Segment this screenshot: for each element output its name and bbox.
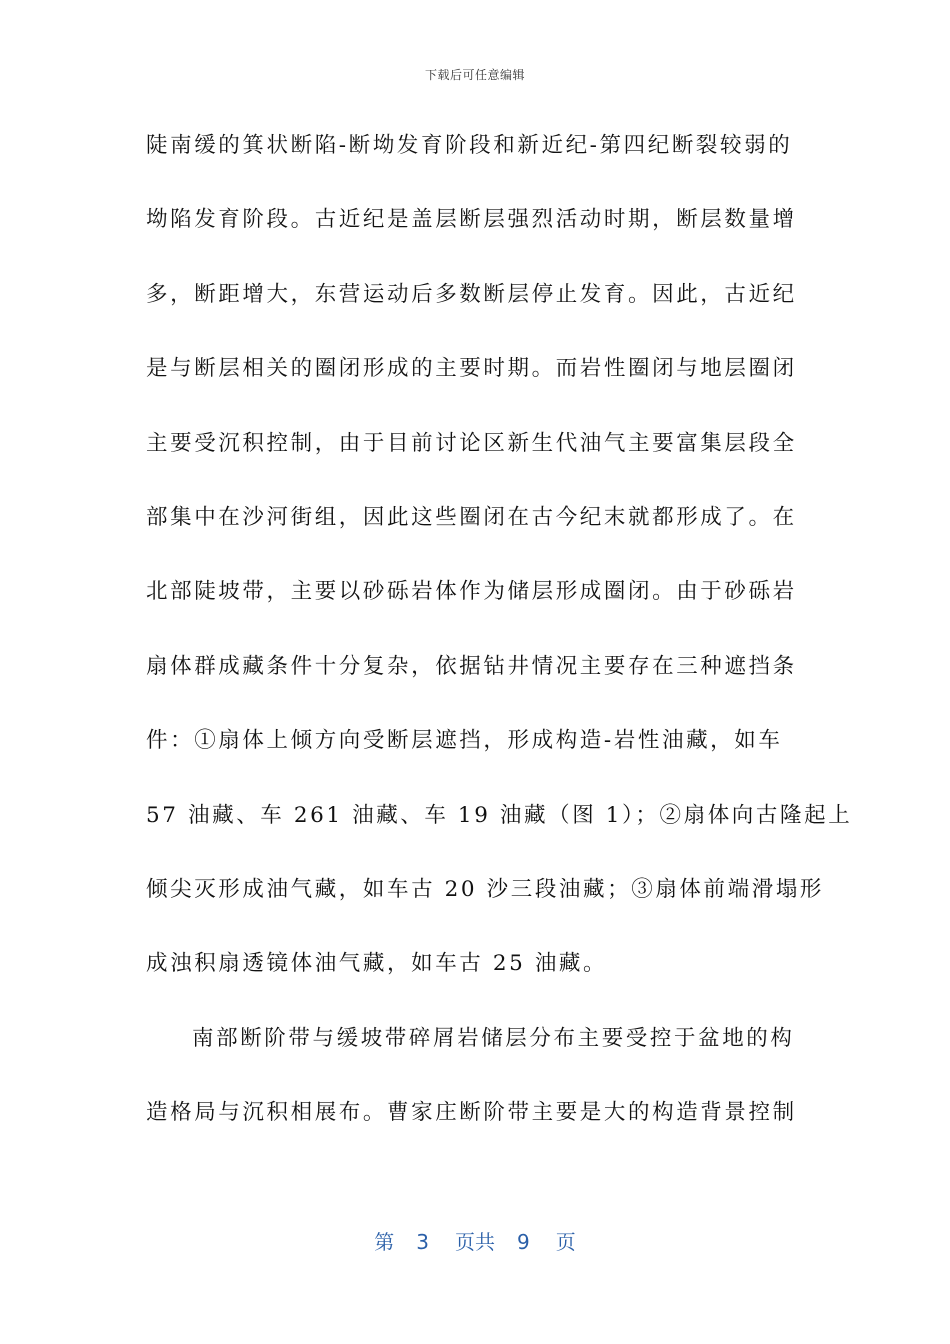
footer-suffix: 页 — [555, 1230, 576, 1254]
page-footer — [0, 1226, 950, 1255]
text-line: 是与断层相关的圈闭形成的主要时期。而岩性圈闭与地层圈闭 — [146, 356, 797, 382]
text-line: 主要受沉积控制，由于目前讨论区新生代油气主要富集层段全 — [146, 430, 797, 456]
page-header: 下载后可任意编辑 — [424, 68, 525, 82]
footer-middle: 页共 — [455, 1230, 495, 1254]
footer-total-pages: 9 — [517, 1230, 530, 1254]
text-line: 部集中在沙河街组，因此这些圈闭在古今纪末就都形成了。在 — [146, 504, 797, 530]
text-line: 多，断距增大，东营运动后多数断层停止发育。因此，古近纪 — [146, 281, 797, 307]
paragraph-first-line: 南部断阶带与缓坡带碎屑岩储层分布主要受控于盆地的构 — [192, 1025, 795, 1051]
footer-prefix: 第 — [374, 1230, 395, 1254]
text-line: 扇体群成藏条件十分复杂，依据钻井情况主要存在三种遮挡条 — [146, 653, 797, 679]
text-line: 57 油藏、车 261 油藏、车 19 油藏（图 1）；②扇体向古隆起上 — [146, 802, 853, 828]
text-line: 造格局与沉积相展布。曹家庄断阶带主要是大的构造背景控制 — [146, 1100, 797, 1126]
text-line: 北部陡坡带，主要以砂砾岩体作为储层形成圈闭。由于砂砾岩 — [146, 579, 797, 605]
text-line: 陡南缓的箕状断陷-断坳发育阶段和新近纪-第四纪断裂较弱的 — [146, 133, 793, 158]
text-line: 成浊积扇透镜体油气藏，如车古 25 油藏。 — [146, 951, 608, 977]
footer-page-number: 3 — [416, 1230, 429, 1254]
text-line: 坳陷发育阶段。古近纪是盖层断层强烈活动时期，断层数量增 — [146, 207, 797, 233]
text-line: 件：①扇体上倾方向受断层遮挡，形成构造-岩性油藏，如车 — [146, 728, 783, 754]
document-body — [146, 124, 853, 1165]
text-line: 倾尖灭形成油气藏，如车古 20 沙三段油藏；③扇体前端滑塌形 — [146, 876, 825, 902]
